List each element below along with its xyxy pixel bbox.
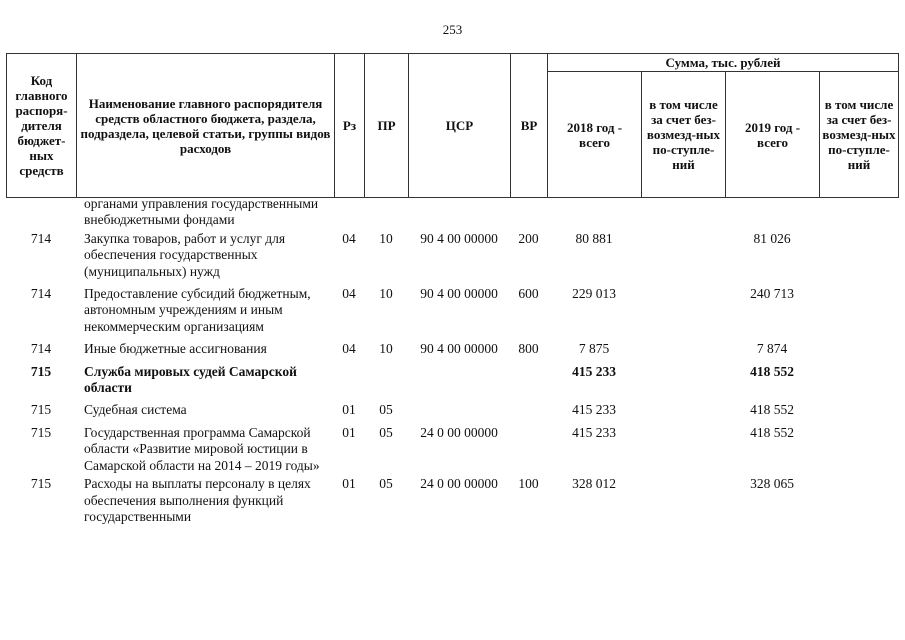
cell-2019-incl bbox=[819, 425, 898, 476]
table-row bbox=[6, 402, 898, 424]
cell-2018-total: 80 881 bbox=[575, 230, 613, 246]
cell-name: Закупка товаров, работ и услуг для обеспечения государственных (муниципальных) нужд bbox=[84, 230, 286, 279]
cell-pr: 05 bbox=[379, 402, 393, 418]
cell-name: Предоставление субсидий бюджетным, автономным учреждениям и иным некоммерческим организациям bbox=[84, 286, 311, 334]
cell-csr: 90 4 00 00000 bbox=[420, 341, 498, 357]
table-header bbox=[6, 53, 899, 198]
cell-rz: 01 bbox=[342, 424, 356, 440]
cell-code: 715 bbox=[30, 476, 52, 492]
cell-2018-total: 415 233 bbox=[572, 402, 616, 418]
cell-csr: 24 0 00 00000 bbox=[420, 476, 498, 492]
cell-2019-incl bbox=[819, 364, 898, 403]
cell-2018-total: 328 012 bbox=[572, 476, 616, 492]
page-number: 253 bbox=[442, 22, 463, 37]
table-row bbox=[6, 341, 898, 363]
cell-rz bbox=[334, 196, 364, 231]
cell-vr bbox=[510, 196, 547, 231]
cell-vr bbox=[510, 364, 547, 403]
cell-code: 714 bbox=[30, 341, 52, 357]
cell-code: 715 bbox=[30, 402, 52, 418]
cell-pr bbox=[364, 196, 408, 231]
cell-csr: 90 4 00 00000 bbox=[420, 286, 498, 302]
cell-2019-total bbox=[725, 196, 819, 231]
cell-pr: 05 bbox=[379, 476, 393, 492]
cell-code: 715 bbox=[30, 424, 52, 440]
cell-2019-total: 7 874 bbox=[756, 341, 788, 357]
table-row bbox=[6, 231, 898, 286]
cell-code bbox=[6, 196, 76, 231]
cell-csr bbox=[408, 364, 510, 403]
cell-2019-total: 418 552 bbox=[750, 402, 794, 418]
budget-table bbox=[6, 196, 898, 531]
cell-2019-incl bbox=[819, 286, 898, 341]
cell-rz: 04 bbox=[342, 230, 356, 246]
cell-2018-incl bbox=[641, 231, 725, 286]
cell-2018-incl bbox=[641, 196, 725, 231]
header-sum: Сумма, тыс. рублей bbox=[548, 54, 899, 72]
table-row bbox=[6, 286, 898, 341]
cell-vr: 200 bbox=[518, 230, 539, 246]
header-2019-incl: в том числе за счет без-возмезд-ных по-ступле-ний bbox=[820, 72, 899, 198]
cell-2019-incl bbox=[819, 476, 898, 531]
table-row bbox=[6, 364, 898, 403]
cell-name: Государственная программа Самарской области «Развитие мировой юстиции в Самарской области на 2014 – 2019 годы» bbox=[84, 424, 320, 473]
cell-vr: 100 bbox=[518, 476, 539, 492]
cell-2018-total: 7 875 bbox=[578, 341, 610, 357]
cell-vr bbox=[510, 402, 547, 424]
cell-rz: 01 bbox=[342, 402, 356, 418]
cell-rz: 01 bbox=[342, 476, 356, 492]
cell-name: органами управления государственными внебюджетными фондами bbox=[84, 196, 319, 228]
cell-2018-incl bbox=[641, 341, 725, 363]
cell-pr: 10 bbox=[379, 286, 393, 302]
cell-name: Расходы на выплаты персоналу в целях обеспечения выполнения функций государственными bbox=[84, 476, 311, 524]
cell-pr: 10 bbox=[379, 230, 393, 246]
cell-pr: 10 bbox=[379, 341, 393, 357]
table-row bbox=[6, 476, 898, 531]
cell-name: Служба мировых судей Самарской области bbox=[84, 363, 297, 396]
header-2018-incl: в том числе за счет без-возмезд-ных по-ступле-ний bbox=[642, 72, 726, 198]
header-name: Наименование главного распорядителя средств областного бюджета, раздела, подраздела, целевой статьи, группы видов расходов bbox=[77, 54, 335, 198]
cell-csr: 24 0 00 00000 bbox=[420, 424, 498, 440]
cell-pr: 05 bbox=[379, 424, 393, 440]
cell-code: 714 bbox=[30, 286, 52, 302]
cell-name: Иные бюджетные ассигнования bbox=[84, 341, 267, 357]
cell-vr: 800 bbox=[518, 341, 539, 357]
cell-2019-total: 81 026 bbox=[753, 230, 791, 246]
cell-2019-incl bbox=[819, 341, 898, 363]
cell-csr: 90 4 00 00000 bbox=[420, 230, 498, 246]
cell-2019-total: 418 552 bbox=[750, 424, 794, 440]
header-2018-total: 2018 год - всего bbox=[548, 72, 642, 198]
cell-2019-total: 418 552 bbox=[750, 363, 794, 379]
cell-code: 714 bbox=[30, 230, 52, 246]
cell-2019-incl bbox=[819, 231, 898, 286]
cell-2018-incl bbox=[641, 402, 725, 424]
cell-2018-incl bbox=[641, 364, 725, 403]
header-2019-total: 2019 год - всего bbox=[726, 72, 820, 198]
cell-vr bbox=[510, 425, 547, 476]
header-rz: Рз bbox=[335, 54, 365, 198]
table-row bbox=[6, 196, 898, 231]
cell-csr bbox=[408, 402, 510, 424]
cell-2018-incl bbox=[641, 476, 725, 531]
header-pr: ПР bbox=[365, 54, 409, 198]
cell-2018-incl bbox=[641, 425, 725, 476]
header-code: Код главного распоря-дителя бюджет-ных средств bbox=[7, 54, 77, 198]
cell-2019-total: 240 713 bbox=[750, 286, 794, 302]
cell-2019-incl bbox=[819, 196, 898, 231]
cell-rz: 04 bbox=[342, 341, 356, 357]
cell-csr bbox=[408, 196, 510, 231]
cell-2018-incl bbox=[641, 286, 725, 341]
cell-2019-total: 328 065 bbox=[750, 476, 794, 492]
cell-2018-total bbox=[547, 196, 641, 231]
cell-2018-total: 415 233 bbox=[572, 424, 616, 440]
cell-2018-total: 229 013 bbox=[572, 286, 616, 302]
header-csr: ЦСР bbox=[409, 54, 511, 198]
cell-rz: 04 bbox=[342, 286, 356, 302]
cell-2018-total: 415 233 bbox=[572, 363, 616, 379]
cell-vr: 600 bbox=[518, 286, 539, 302]
cell-pr bbox=[364, 364, 408, 403]
cell-2019-incl bbox=[819, 402, 898, 424]
table-row bbox=[6, 425, 898, 476]
cell-rz bbox=[334, 364, 364, 403]
cell-code: 715 bbox=[30, 363, 52, 379]
header-vr: ВР bbox=[511, 54, 548, 198]
cell-name: Судебная система bbox=[84, 402, 187, 418]
